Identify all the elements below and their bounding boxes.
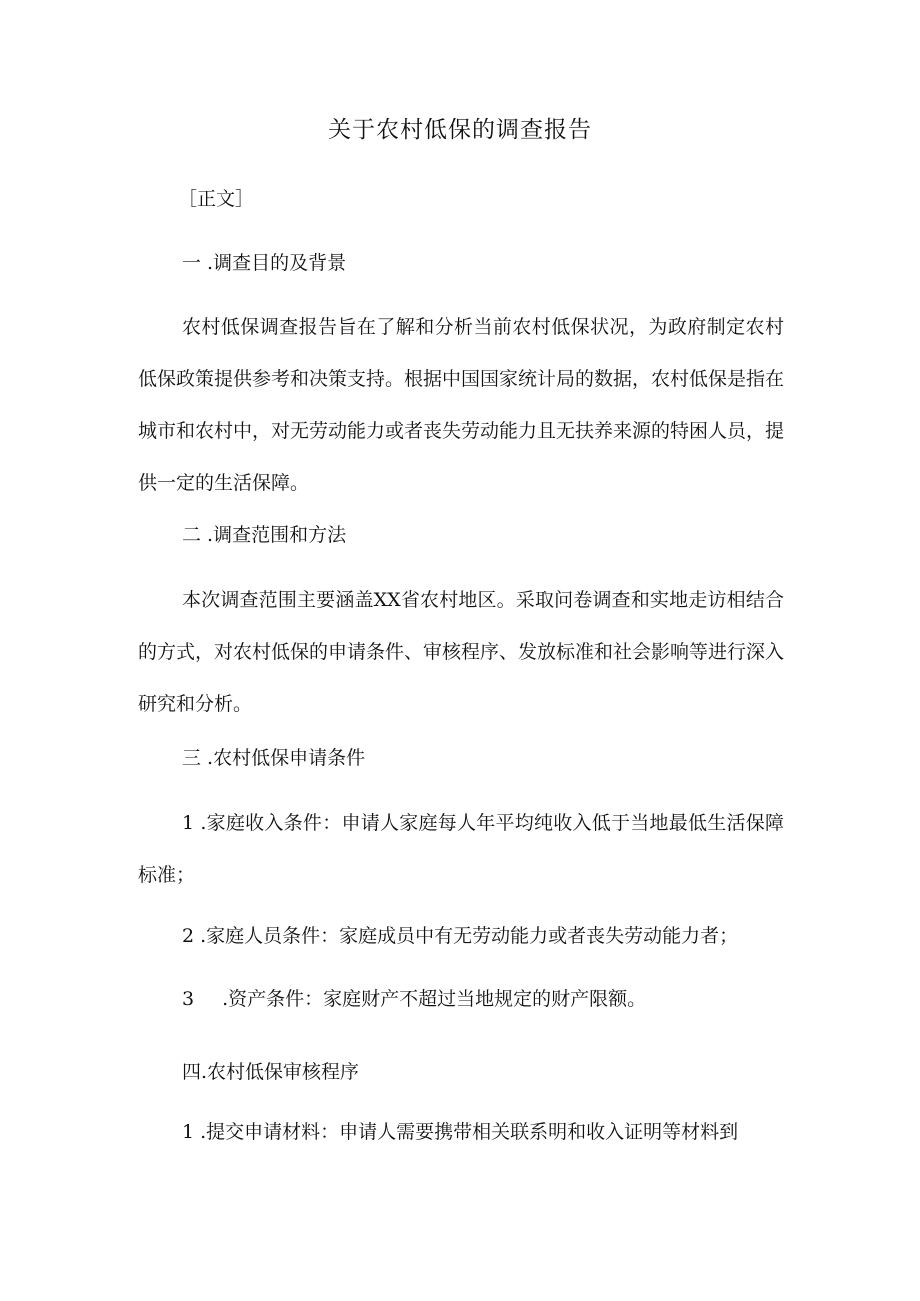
list-item: 2 .家庭人员条件：家庭成员中有无劳动能力或者丧失劳动能力者；: [182, 925, 739, 947]
body-label: ［正文］: [178, 188, 255, 210]
list-item: [182, 985, 646, 1013]
list-item-number: 3: [182, 988, 195, 1010]
section-heading-1: 一 .调查目的及背景: [182, 252, 347, 274]
section-paragraph-1: 农村低保调查报告旨在了解和分析当前农村低保状况，为政府制定农村低保政策提供参考和决策支持。根据中国国家统计局的数据，农村低保是指在城市和农村中，对无劳动能力或者丧失劳动能力且无扶养来源的特困人员，提供一定的生活保障。: [138, 316, 785, 494]
list-item-text: .资产条件：家庭财产不超过当地规定的财产限额。: [222, 988, 647, 1010]
section-paragraph-2: 本次调查范围主要涵盖XX省农村地区。采取问卷调查和实地走访相结合的方式，对农村低保的申请条件、审核程序、发放标准和社会影响等进行深入研究和分析。: [138, 589, 785, 715]
section-heading-2: 二 .调查范围和方法: [182, 524, 347, 546]
list-item: 1 .提交申请材料：申请人需要携带相关联系明和收入证明等材料到: [182, 1121, 739, 1143]
list-item: 1 .家庭收入条件：申请人家庭每人年平均纯收入低于当地最低生活保障标准；: [138, 812, 784, 886]
document-title: 关于农村低保的调查报告: [328, 117, 592, 143]
section-heading-4: 四.农村低保审核程序: [182, 1061, 360, 1083]
section-heading-3: 三 .农村低保申请条件: [182, 747, 366, 769]
